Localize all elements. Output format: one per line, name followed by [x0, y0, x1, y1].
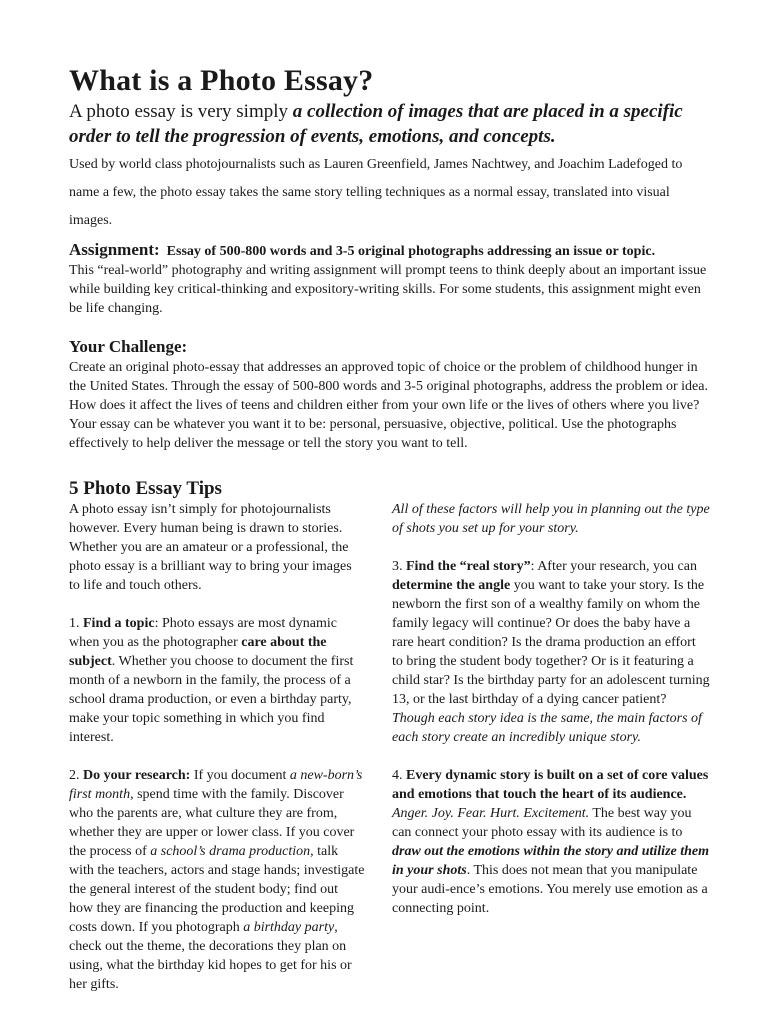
tip-1-title: Find a topic: [83, 616, 155, 631]
tip-2-text-4: , check out the theme, the decorations they plan on using, what the birthday kid hopes to get for his or her gifts.: [69, 920, 352, 992]
challenge-heading: Your Challenge:: [69, 337, 188, 356]
tips-intro: A photo essay isn’t simply for photojournalists however. Every human being is drawn to stories. Whether you are an amateur or a professional, the photo essay is a brilliant way to bring your images to life and touch others.: [69, 502, 352, 593]
challenge-body: Create an original photo-essay that addresses an approved topic of choice or the problem of childhood hunger in the United States. Through the essay of 500-800 words and 3-5 original photographs, address the problem or idea. How does it affect the lives of teens and children either from your own life or the lives of others where you live? Your essay can be whatever you want it to be: personal, persuasive, objective, political. Use the photographs effectively to help deliver the message or tell the story you want to tell.: [69, 360, 708, 451]
tip-2: [69, 766, 365, 994]
tip-2-title: Do your research:: [83, 768, 191, 783]
lead-emphasis: a collection of images that are placed in a specific order to tell the progression of events, emotions, and concepts.: [69, 101, 683, 147]
tip-3: [392, 557, 710, 747]
tip-2-text-2: , spend time with the family. Discover who the parents are, what culture they are from, whether they are upper or lower class. If you cover the process of: [69, 787, 355, 859]
tips-heading: 5 Photo Essay Tips: [69, 478, 222, 499]
tip-2-italic-2: a school’s drama production: [150, 844, 311, 859]
tip-4-text: The best way you can connect your photo essay with its audience is to: [392, 806, 692, 840]
tip-3-title: Find the “real story”: [406, 559, 531, 574]
tip-4-text-2: . This does not mean that you manipulate your audi-ence’s emotions. You merely use emotion as a connecting point.: [392, 863, 708, 916]
lead-plain: A photo essay is very simply: [69, 101, 293, 122]
tip-1-text-2: . Whether you choose to document the first month of a newborn in the family, the process of a school drama production, or even a birthday party, make your topic something in which you find interest.: [69, 654, 354, 745]
assignment-section: [69, 240, 709, 318]
tip-2-text-3: , talk with the teachers, actors and stage hands; investigate the general interest of the student body; find out how they are financing the production and keeping costs down. If you photograph: [69, 844, 365, 935]
tip-1-text: : Photo essays are most dynamic when you as the photographer: [69, 616, 337, 650]
tip-3-text-2: you want to take your story. Is the newborn the first son of a wealthy family on whom the family legacy will continue? Or does the baby have a rare heart condition? Is the drama production an effort to bring the student body together? Or is it featuring a child star? Is the birthday party for an adolescent turning 13, or the last birthday of a dying cancer patient?: [392, 578, 710, 707]
tip-3-emphasis: determine the angle: [392, 578, 511, 593]
tips-left-column: [69, 500, 365, 1013]
tip-4-italic: Anger. Joy. Fear. Hurt. Excitement.: [392, 806, 590, 821]
tip-1: [69, 614, 365, 747]
tip-4: [392, 766, 710, 918]
lead-paragraph: [69, 99, 709, 149]
tip-4-number: 4.: [392, 768, 406, 783]
tip-2-italic-3: a birthday party: [243, 920, 335, 935]
tip-3-number: 3.: [392, 559, 406, 574]
tip-2-text: If you document: [190, 768, 290, 783]
tip-1-emphasis: care about the subject: [69, 635, 327, 669]
tips-right-column: [392, 500, 710, 937]
planning-note-text: All of these factors will help you in planning out the type of shots you set up for your story.: [392, 502, 710, 536]
tip-4-bold-italic: draw out the emotions within the story and utilize them in your shots: [392, 844, 710, 878]
assignment-summary: Essay of 500-800 words and 3-5 original photographs addressing an issue or topic.: [166, 244, 656, 259]
tip-3-italic: Though each story idea is the same, the main factors of each story create an incredibly unique story.: [392, 711, 702, 745]
intro-paragraph: Used by world class photojournalists such as Lauren Greenfield, James Nachtwey, and Joachim Ladefoged to name a few, the photo essay takes the same story telling techniques as a normal essay, translated into visual images.: [69, 157, 683, 228]
assignment-heading: Assignment:: [69, 240, 160, 259]
tip-1-number: 1.: [69, 616, 83, 631]
tip-2-italic: a new-born’s first month: [69, 768, 363, 802]
page-title: What is a Photo Essay?: [69, 64, 374, 97]
tip-3-text: : After your research, you can: [530, 559, 697, 574]
tip-2-number: 2.: [69, 768, 83, 783]
planning-note: [392, 500, 710, 538]
assignment-body: This “real-world” photography and writing assignment will prompt teens to think deeply about an important issue while building key critical-thinking and expository-writing skills. For some students, this assignment might even be life changing.: [69, 263, 707, 316]
tip-4-title: Every dynamic story is built on a set of core values and emotions that touch the heart of its audience.: [392, 768, 709, 802]
